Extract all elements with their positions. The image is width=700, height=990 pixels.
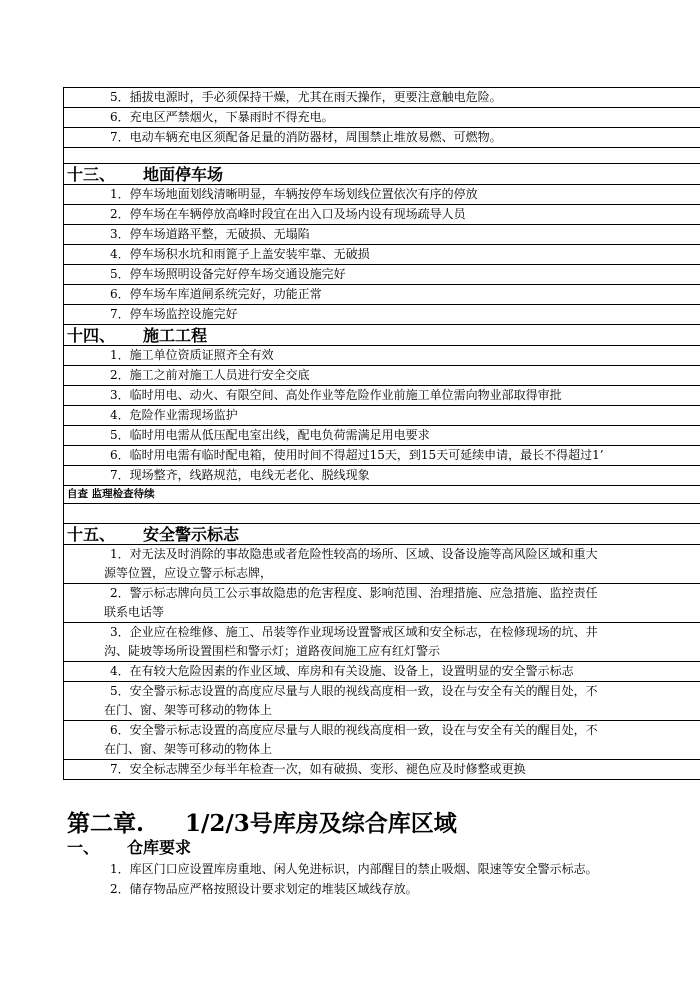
row-line: 沟、陡坡等场所设置围栏和警示灯；道路夜间施工应有红灯警示 — [104, 644, 441, 658]
blank-row — [64, 504, 700, 524]
table-row: 6．临时用电需有临时配电箱，使用时间不得超过15天，到15天可延续申请，最长不得超过1’ — [64, 446, 700, 466]
table-row: 7．现场整齐，线路规范，电线无老化、脱线现象 — [64, 466, 700, 486]
table-row: 5．停车场照明设备完好停车场交通设施完好 — [64, 265, 700, 285]
row-line: 在门、窗、架等可移动的物体上 — [104, 703, 273, 717]
table-row — [64, 545, 700, 584]
table-row: 3．停车场道路平整，无破损、无塌陷 — [64, 225, 700, 245]
table-row: 1．停车场地面划线清晰明显，车辆按停车场划线位置依次有序的停放 — [64, 185, 700, 205]
table-row: 5．临时用电需从低压配电室出线，配电负荷需满足用电要求 — [64, 426, 700, 446]
table-row: 1．施工单位资质证照齐全有效 — [64, 346, 700, 366]
chapter-title: 1/2/3号库房及综合库区域 — [185, 810, 457, 837]
section-heading-15 — [64, 524, 700, 545]
blank-row — [64, 148, 700, 164]
checklist-table — [63, 87, 700, 780]
table-row: 2．停车场在车辆停放高峰时段宜在出入口及场内设有现场疏导人员 — [64, 205, 700, 225]
row-line: 3．企业应在检维修、施工、吊装等作业现场设置警戒区域和安全标志，在检修现场的坑、井 — [110, 625, 598, 639]
row-line: 6．安全警示标志设置的高度应尽量与人眼的视线高度相一致，设在与安全有关的醒目处，不 — [110, 723, 598, 737]
paragraph-item: 1．库区门口应设置库房重地、闲人免进标识，内部醒目的禁止吸烟、限速等安全警示标志。 — [110, 862, 598, 876]
table-row: 7．停车场监控设施完好 — [64, 305, 700, 325]
section-title: 施工工程 — [143, 326, 208, 345]
table-row: 5．插拔电源时，手必须保持干燥，尤其在雨天操作，更要注意触电危险。 — [64, 87, 700, 108]
section-title: 安全警示标志 — [143, 525, 240, 544]
row-line: 1．对无法及时消除的事故隐患或者危险性较高的场所、区域、设备设施等高风险区域和重大 — [110, 547, 598, 561]
row-line: 在门、窗、架等可移动的物体上 — [104, 742, 273, 756]
table-row: 6．充电区严禁烟火，下暴雨时不得充电。 — [64, 108, 700, 128]
row-line: 2．警示标志牌向员工公示事故隐患的危害程度、影响范围、治理措施、应急措施、监控责任 — [110, 586, 598, 600]
section-heading-14 — [64, 325, 700, 346]
table-row: 6．停车场车库道闸系统完好，功能正常 — [64, 285, 700, 305]
table-row: 3．临时用电、动火、有限空间、高处作业等危险作业前施工单位需向物业部取得审批 — [64, 386, 700, 406]
subsection-heading — [67, 835, 191, 858]
table-row: 2．施工之前对施工人员进行安全交底 — [64, 366, 700, 386]
chapter-heading — [67, 805, 457, 838]
table-row: 7．电动车辆充电区须配备足量的消防器材，周围禁止堆放易燃、可燃物。 — [64, 128, 700, 148]
table-row: 4．在有较大危险因素的作业区域、库房和有关设施、设备上，设置明显的安全警示标志 — [64, 662, 700, 682]
table-row: 4．危险作业需现场监护 — [64, 406, 700, 426]
inspection-note: 自查 监理检查待续 — [64, 486, 700, 504]
row-line: 联系电话等 — [104, 605, 165, 619]
table-row — [64, 682, 700, 721]
table-row: 4．停车场积水坑和雨篦子上盖安装牢靠、无破损 — [64, 245, 700, 265]
section-number: 十四、 — [67, 326, 116, 345]
table-row — [64, 584, 700, 623]
table-row: 7．安全标志牌至少每半年检查一次，如有破损、变形、褪色应及时修整或更换 — [64, 760, 700, 780]
section-number: 十三、 — [67, 165, 116, 184]
table-row — [64, 721, 700, 760]
table-row — [64, 623, 700, 662]
section-title: 地面停车场 — [143, 165, 224, 184]
subsection-number: 一、 — [67, 838, 100, 857]
subsection-title: 仓库要求 — [127, 838, 192, 857]
chapter-number: 第二章. — [67, 810, 145, 837]
section-heading-13 — [64, 164, 700, 185]
section-number: 十五、 — [67, 525, 116, 544]
paragraph-item: 2．储存物品应严格按照设计要求划定的堆装区域线存放。 — [110, 882, 418, 896]
row-line: 5．安全警示标志设置的高度应尽量与人眼的视线高度相一致，设在与安全有关的醒目处，不 — [110, 684, 598, 698]
row-line: 源等位置，应设立警示标志牌， — [104, 566, 273, 580]
